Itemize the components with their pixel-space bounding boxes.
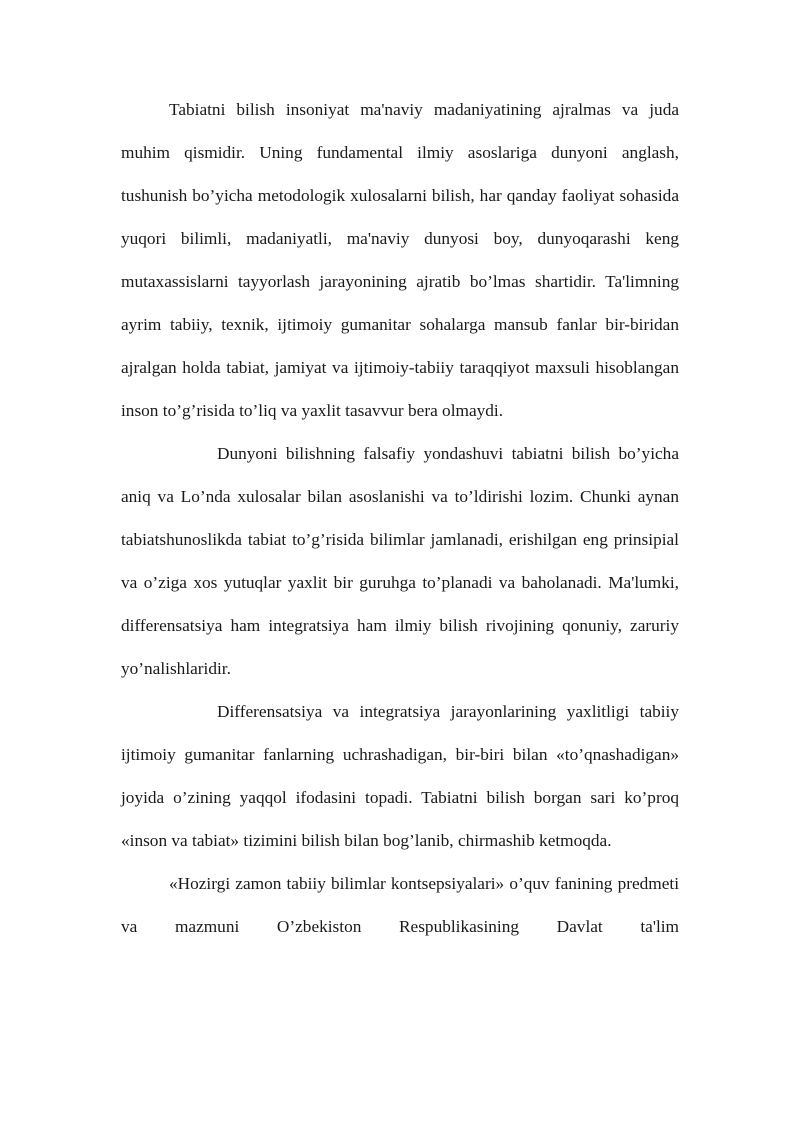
paragraph-2: Dunyoni bilishning falsafiy yondashuvi tabiatni bilish bo’yicha aniq va Lo’nda xulosalar bilan asoslanishi va to’ldirishi lozim. Chunki aynan tabiatshunoslikda tabiat to’g’risida bilimlar jamlanadi, erishilgan eng prinsipial va o’ziga xos yutuqlar yaxlit bir guruhga to’planadi va baholanadi. Ma'lumki, differensatsiya ham integratsiya ham ilmiy bilish rivojining qonuniy, zaruriy yo’nalishlaridir. bbox=[121, 444, 679, 678]
document-body bbox=[121, 88, 679, 948]
paragraph-3: Differensatsiya va integratsiya jarayonlarining yaxlitligi tabiiy ijtimoiy gumanitar fanlarning uchrashadigan, bir-biri bilan «to’qnashadigan» joyida o’zining yaqqol ifodasini topadi. Tabiatni bilish borgan sari ko’proq «inson va tabiat» tizimini bilish bilan bog’lanib, chirmashib ketmoqda. bbox=[121, 702, 679, 850]
paragraph-1: Tabiatni bilish insoniyat ma'naviy madaniyatining ajralmas va juda muhim qismidir. Uning fundamental ilmiy asoslariga dunyoni anglash, tushunish bo’yicha metodologik xulosalarni bilish, har qanday faoliyat sohasida yuqori bilimli, madaniyatli, ma'naviy dunyosi boy, dunyoqarashi keng mutaxassislarni tayyorlash jarayonining ajratib bo’lmas shartidir. Ta'limning ayrim tabiiy, texnik, ijtimoiy gumanitar sohalarga mansub fanlar bir-biridan ajralgan holda tabiat, jamiyat va ijtimoiy-tabiiy taraqqiyot maxsuli hisoblangan inson to’g’risida to’liq va yaxlit tasavvur bera olmaydi. bbox=[121, 100, 679, 420]
paragraph-4: «Hozirgi zamon tabiiy bilimlar kontsepsiyalari» o’quv fanining predmeti va mazmuni O’zbekiston Respublikasining Davlat ta'lim bbox=[121, 874, 679, 936]
